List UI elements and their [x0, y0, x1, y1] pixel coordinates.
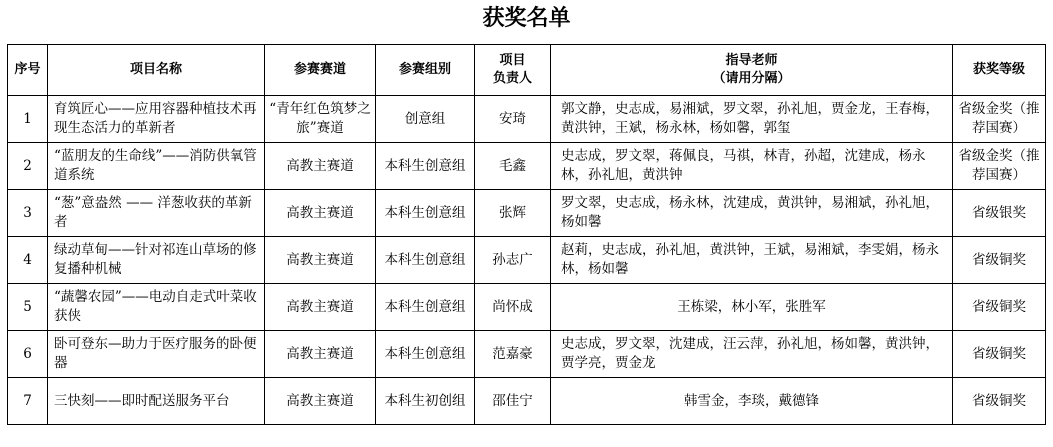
cell-award: 省级铜奖 — [953, 331, 1046, 378]
table-row — [8, 143, 1046, 190]
cell-leader: 邵佳宁 — [475, 378, 551, 425]
table-row — [8, 96, 1046, 143]
cell-track: 高教主赛道 — [265, 190, 376, 237]
cell-advisors: 史志成，罗文翠，蒋佩良，马祺，林青，孙超，沈建成，杨永林，孙礼旭，黄洪钟 — [551, 143, 953, 190]
cell-project: “蔬馨农园”——电动自走式叶菜收获侠 — [48, 284, 265, 331]
cell-index: 6 — [8, 331, 48, 378]
header-project: 项目名称 — [48, 45, 265, 96]
cell-project: 卧可登东—助力于医疗服务的卧便器 — [48, 331, 265, 378]
cell-advisors: 赵莉，史志成，孙礼旭，黄洪钟，王斌，易湘斌，李雯娟，杨永林，杨如馨 — [551, 237, 953, 284]
header-group: 参赛组别 — [376, 45, 475, 96]
table-row — [8, 378, 1046, 425]
cell-advisors: 郭文静，史志成，易湘斌，罗文翠，孙礼旭，贾金龙，王春梅，黄洪钟，王斌，杨永林，杨如馨，郭玺 — [551, 96, 953, 143]
header-index: 序号 — [8, 45, 48, 96]
header-advisors — [551, 45, 953, 96]
cell-advisors: 史志成，罗文翠，沈建成，汪云萍，孙礼旭，杨如馨，黄洪钟，贾学亮，贾金龙 — [551, 331, 953, 378]
cell-group: 创意组 — [376, 96, 475, 143]
cell-project: “葱”意盎然 —— 洋葱收获的革新者 — [48, 190, 265, 237]
cell-advisors: 罗文翠，史志成，杨永林，沈建成，黄洪钟，易湘斌，孙礼旭，杨如馨 — [551, 190, 953, 237]
header-leader — [475, 45, 551, 96]
cell-track: 高教主赛道 — [265, 378, 376, 425]
cell-project: 育筑匠心——应用容器种植技术再现生态活力的革新者 — [48, 96, 265, 143]
cell-track: 高教主赛道 — [265, 284, 376, 331]
cell-leader: 毛鑫 — [475, 143, 551, 190]
cell-leader: 安琦 — [475, 96, 551, 143]
cell-index: 1 — [8, 96, 48, 143]
cell-group: 本科生创意组 — [376, 284, 475, 331]
table-row — [8, 331, 1046, 378]
cell-track: 高教主赛道 — [265, 331, 376, 378]
table-row — [8, 237, 1046, 284]
cell-group: 本科生创意组 — [376, 190, 475, 237]
cell-award: 省级铜奖 — [953, 284, 1046, 331]
cell-award: 省级金奖（推荐国赛） — [953, 143, 1046, 190]
cell-leader: 尚怀成 — [475, 284, 551, 331]
cell-leader: 张辉 — [475, 190, 551, 237]
cell-index: 4 — [8, 237, 48, 284]
header-leader-line2: 负责人 — [492, 71, 532, 86]
cell-advisors: 王栋梁，林小军，张胜军 — [551, 284, 953, 331]
cell-track: “青年红色筑梦之旅”赛道 — [265, 96, 376, 143]
cell-group: 本科生创意组 — [376, 331, 475, 378]
cell-track: 高教主赛道 — [265, 143, 376, 190]
cell-award: 省级银奖 — [953, 190, 1046, 237]
cell-track: 高教主赛道 — [265, 237, 376, 284]
cell-group: 本科生初创组 — [376, 378, 475, 425]
cell-leader: 范嘉豪 — [475, 331, 551, 378]
cell-index: 2 — [8, 143, 48, 190]
cell-award: 省级铜奖 — [953, 237, 1046, 284]
cell-index: 7 — [8, 378, 48, 425]
cell-group: 本科生创意组 — [376, 143, 475, 190]
cell-award: 省级铜奖 — [953, 378, 1046, 425]
header-advisors-line1: 指导老师 — [725, 53, 778, 68]
cell-project: 绿动草甸——针对祁连山草场的修复播种机械 — [48, 237, 265, 284]
page-title: 获奖名单 — [482, 6, 571, 31]
award-table — [7, 44, 1046, 425]
cell-award: 省级金奖（推荐国赛） — [953, 96, 1046, 143]
cell-project: “蓝朋友的生命线”——消防供氧管道系统 — [48, 143, 265, 190]
cell-group: 本科生创意组 — [376, 237, 475, 284]
cell-project: 三快刻——即时配送服务平台 — [48, 378, 265, 425]
cell-index: 3 — [8, 190, 48, 237]
cell-advisors: 韩雪金，李琰，戴德锋 — [551, 378, 953, 425]
header-advisors-line2: （请用分隔） — [712, 71, 791, 86]
header-row — [8, 45, 1046, 96]
cell-index: 5 — [8, 284, 48, 331]
header-track: 参赛赛道 — [265, 45, 376, 96]
table-row — [8, 190, 1046, 237]
table-row — [8, 284, 1046, 331]
header-leader-line1: 项目 — [499, 53, 526, 68]
header-award: 获奖等级 — [953, 45, 1046, 96]
cell-leader: 孙志广 — [475, 237, 551, 284]
